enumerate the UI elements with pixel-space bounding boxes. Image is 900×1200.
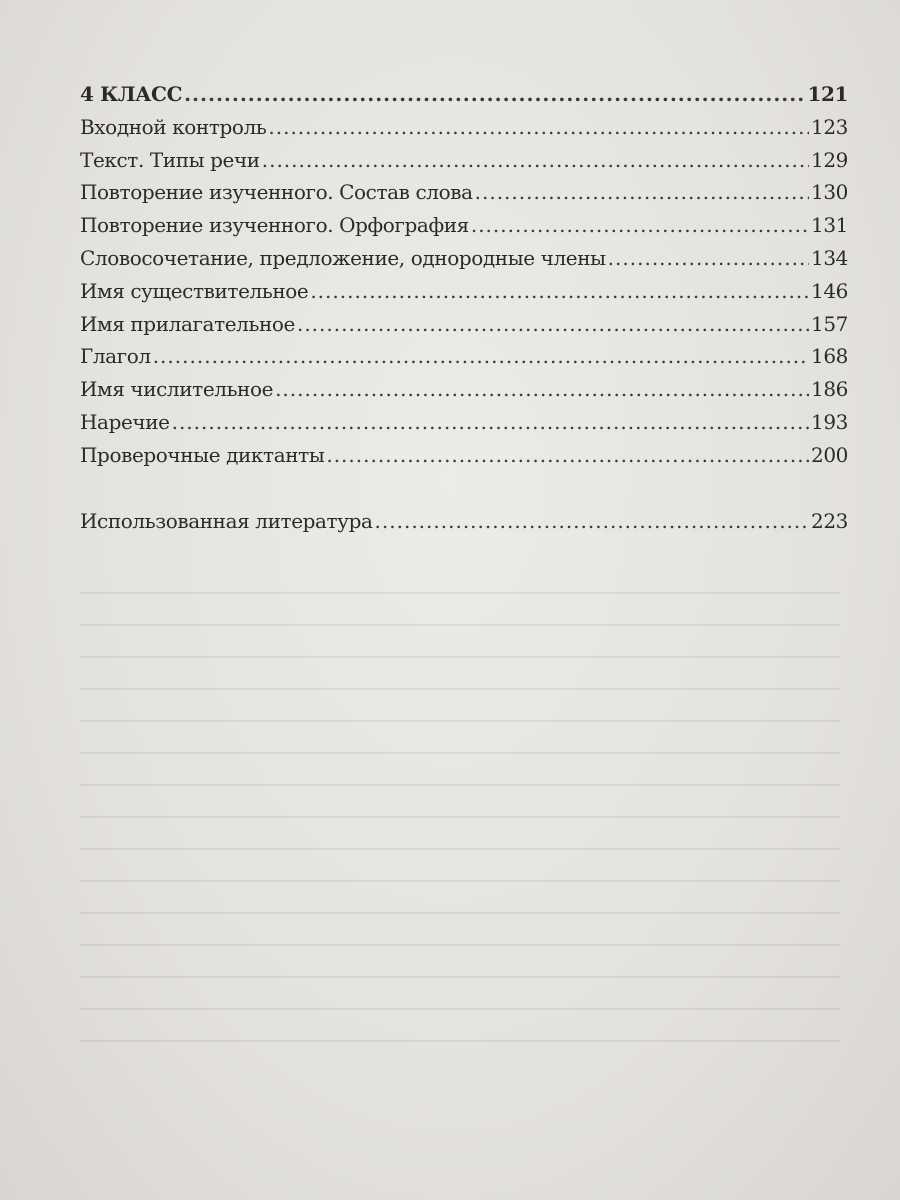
toc-entry-title: Повторение изученного. Орфография: [80, 213, 469, 238]
toc-entry-title: Имя существительное: [80, 278, 309, 303]
toc-entry-title: Использованная литература: [80, 508, 373, 533]
toc-entry: [80, 115, 848, 148]
toc-entry: [80, 344, 848, 377]
dot-leader: [262, 148, 809, 172]
dot-leader: [268, 115, 809, 139]
toc-entry-page: 134: [811, 245, 848, 270]
toc-entry-title: Текст. Типы речи: [80, 147, 260, 172]
toc-entry: [80, 246, 848, 279]
dot-leader: [608, 246, 809, 270]
toc-entry: [80, 213, 848, 246]
toc-entry-title: 4 КЛАСС: [80, 82, 183, 106]
dot-leader: [471, 213, 809, 237]
toc-entry-title: Глагол: [80, 344, 151, 369]
toc-entry-page: 200: [811, 442, 848, 467]
toc-entry: [80, 377, 848, 410]
toc-entry-title: Словосочетание, предложение, однородные члены: [80, 245, 606, 270]
toc-entry-title: Наречие: [80, 409, 170, 434]
toc-entry-references: [80, 509, 848, 542]
dot-leader: [297, 312, 809, 336]
dot-leader: [275, 377, 809, 401]
toc-entry-page: 186: [811, 377, 848, 402]
toc-entry-page: 146: [811, 278, 848, 303]
toc-entry: [80, 180, 848, 213]
toc-entry-title: Проверочные диктанты: [80, 442, 325, 467]
toc-entry: [80, 410, 848, 443]
toc-entry-page: 223: [811, 508, 848, 533]
toc-entry: [80, 312, 848, 345]
dot-leader: [310, 279, 809, 303]
toc-entry-page: 130: [811, 180, 848, 205]
dot-leader: [326, 443, 809, 467]
toc-entry-page: 168: [811, 344, 848, 369]
toc-entry-title: Имя числительное: [80, 377, 274, 402]
dot-leader: [475, 180, 809, 204]
toc-entry-page: 131: [811, 213, 848, 238]
toc-entry-page: 157: [811, 311, 848, 336]
toc-entry: [80, 443, 848, 476]
dot-leader: [184, 82, 805, 106]
toc-entry-page: 123: [811, 114, 848, 139]
spacer: [80, 476, 848, 509]
dot-leader: [172, 410, 809, 434]
table-of-contents: [80, 82, 848, 541]
toc-entry-page: 193: [811, 409, 848, 434]
dot-leader: [153, 344, 809, 368]
toc-entry: [80, 279, 848, 312]
toc-entry: [80, 148, 848, 181]
toc-entry-section-4-class: [80, 82, 848, 115]
toc-entry-title: Входной контроль: [80, 114, 267, 139]
dot-leader: [375, 509, 809, 533]
toc-entry-title: Повторение изученного. Состав слова: [80, 180, 473, 205]
toc-entry-page: 129: [811, 147, 848, 172]
toc-entry-title: Имя прилагательное: [80, 311, 295, 336]
toc-entry-page: 121: [807, 82, 848, 106]
bleed-through-texture: [80, 570, 840, 1050]
